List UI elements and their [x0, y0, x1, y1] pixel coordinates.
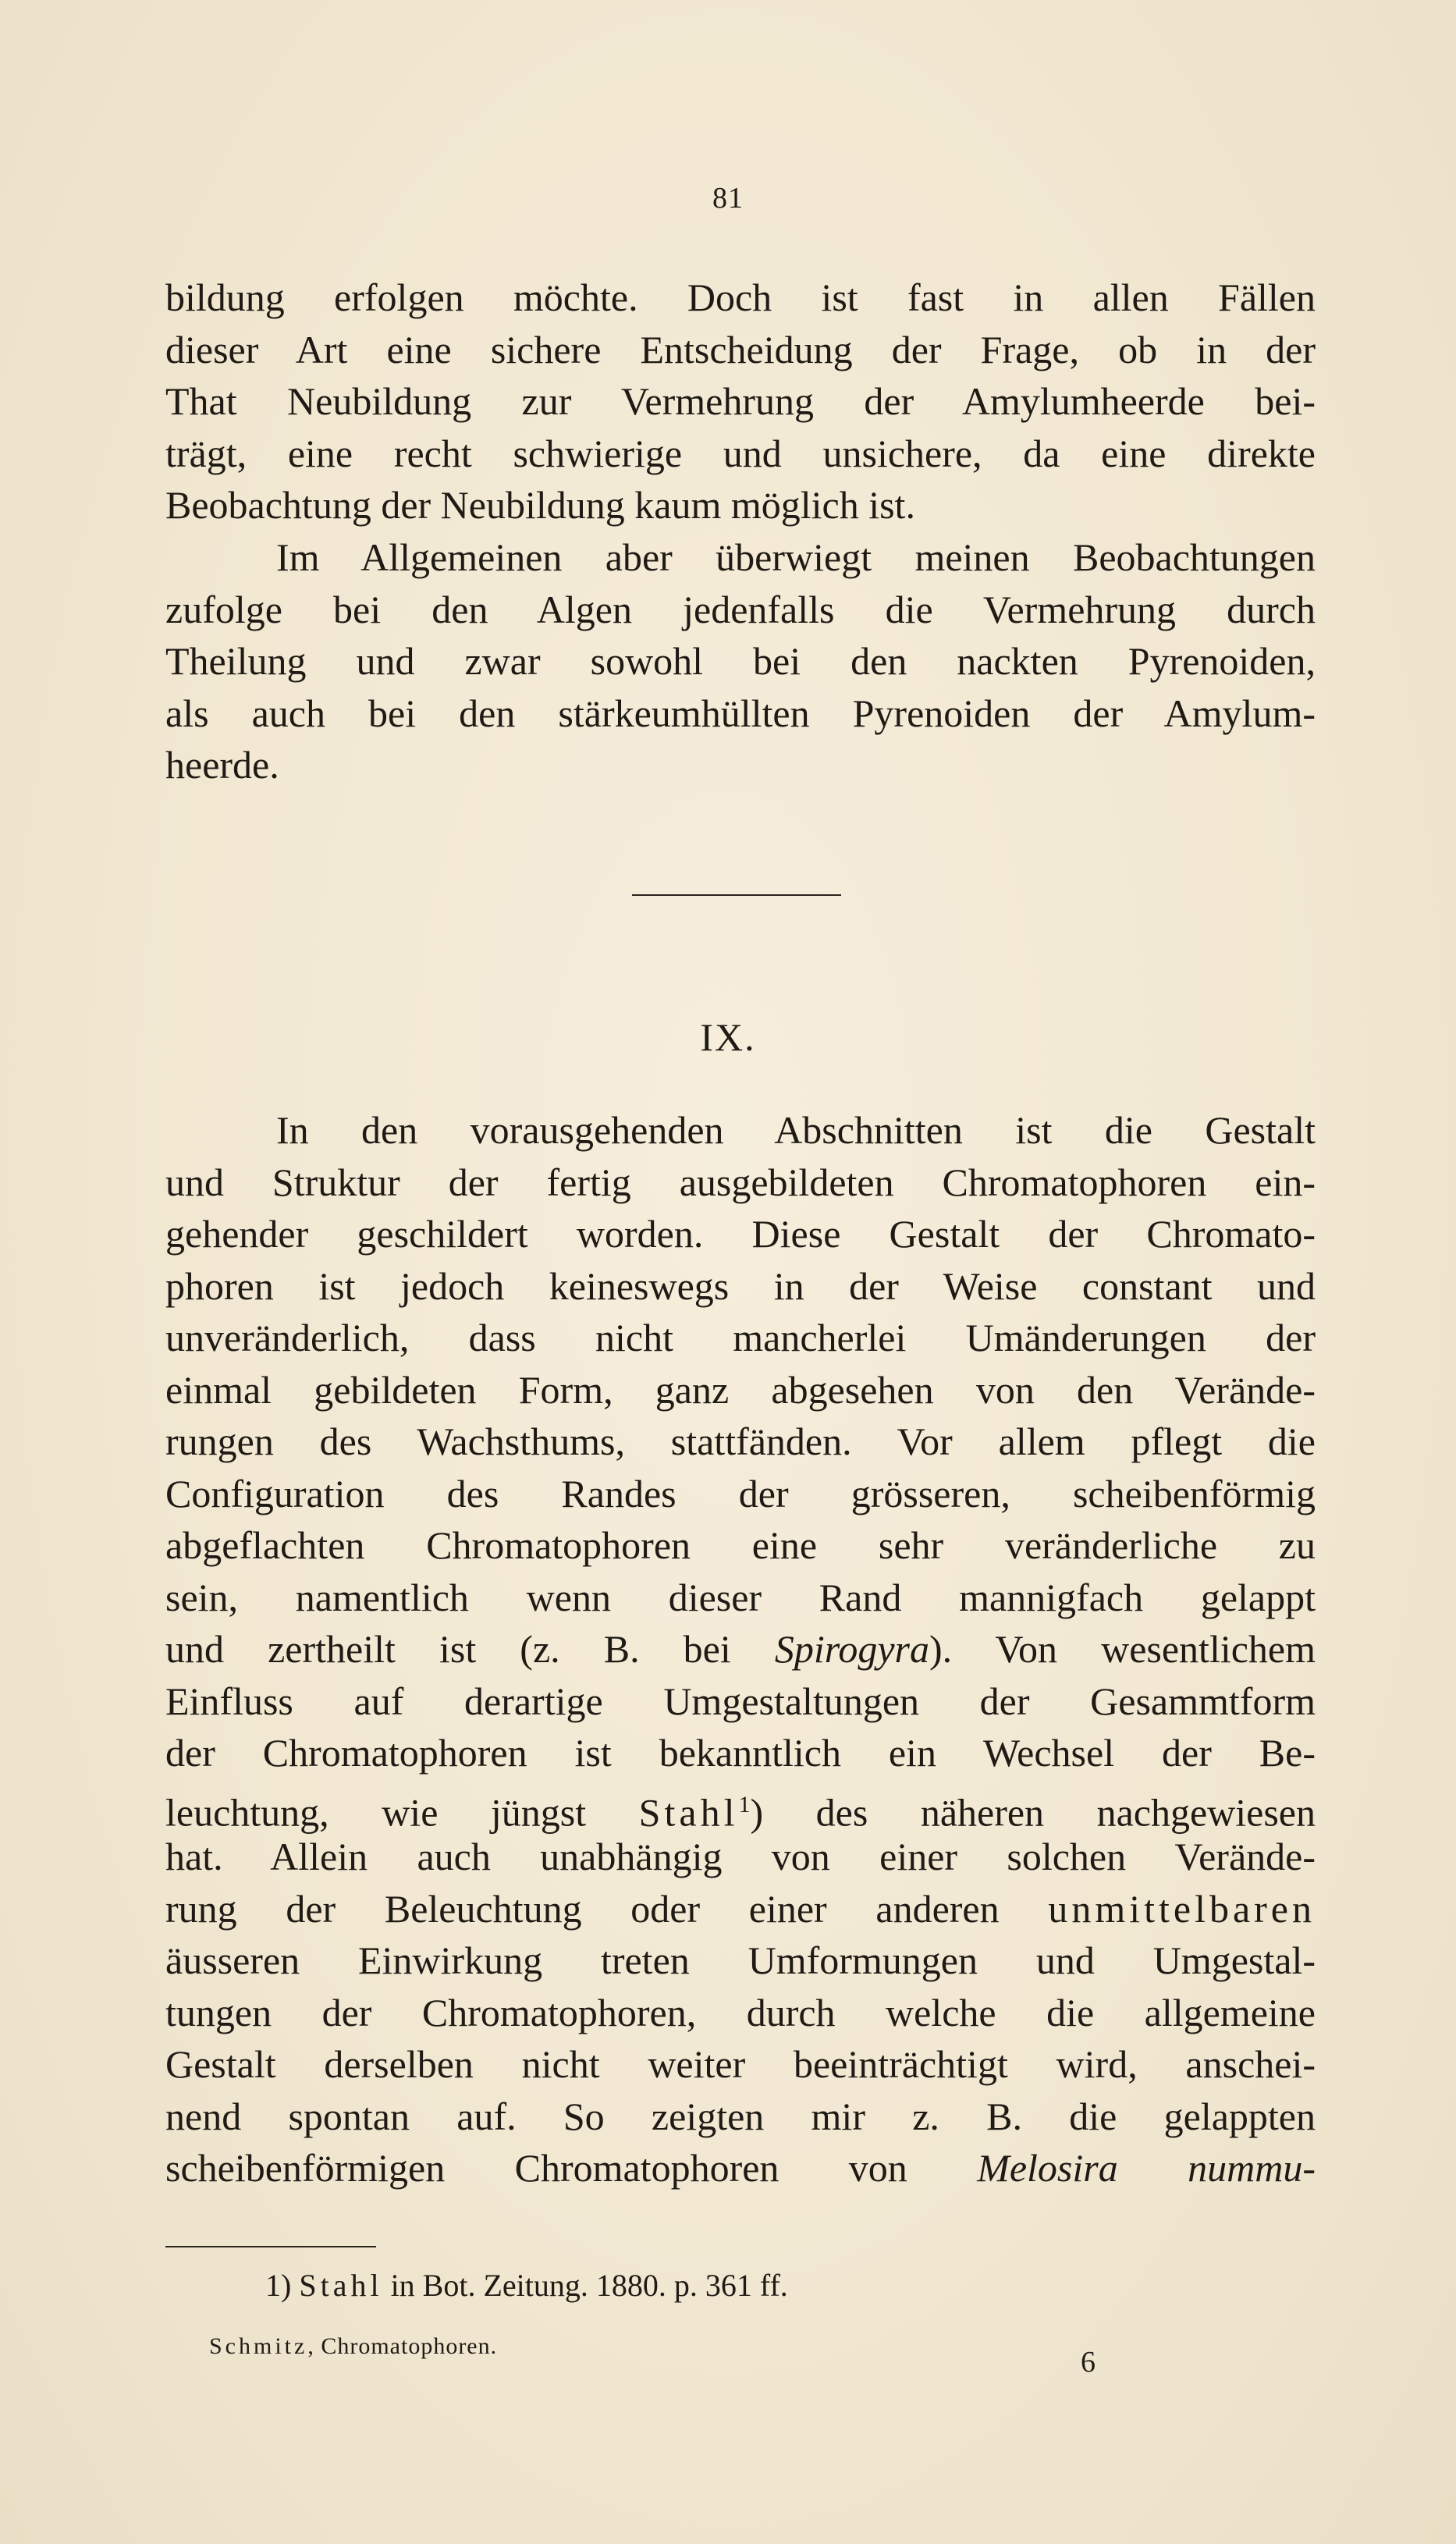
text-line: Theilung und zwar sowohl bei den nackten Pyrenoiden, — [165, 639, 1316, 683]
text-run: und zertheilt ist (z. B. bei — [165, 1627, 775, 1671]
text-line: äusseren Einwirkung treten Umformungen und Umgestal- — [165, 1938, 1316, 1982]
author-name: Stahl — [638, 1790, 739, 1835]
text-line: rungen des Wachsthums, stattfänden. Vor allem pflegt die — [165, 1419, 1316, 1463]
text-line: bildung erfolgen möchte. Doch ist fast in allen Fällen — [165, 275, 1316, 319]
text-line: dieser Art eine sichere Entscheidung der Frage, ob in der — [165, 327, 1316, 371]
text-run: leuchtung, wie jüngst — [165, 1790, 639, 1835]
footnote-author: Stahl — [299, 2268, 383, 2303]
text-line: einmal gebildeten Form, ganz abgesehen von den Verände- — [165, 1367, 1316, 1412]
text-line: und Struktur der fertig ausgebildeten Chromatophoren ein- — [165, 1160, 1316, 1204]
text-line: Im Allgemeinen aber überwiegt meinen Beobachtungen — [276, 535, 1316, 579]
section-heading: IX. — [700, 1015, 756, 1059]
text-line: trägt, eine recht schwierige und unsichere, da eine direkte — [165, 431, 1316, 475]
text-line — [165, 1779, 1316, 1835]
footnote-ref[interactable]: 1 — [738, 1791, 751, 1817]
text-line: unveränderlich, dass nicht mancherlei Umänderungen der — [165, 1316, 1316, 1359]
text-line: heerde. — [165, 743, 279, 787]
text-line: der Chromatophoren ist bekanntlich ein Wechsel der Be- — [165, 1731, 1316, 1775]
text-line: Einfluss auf derartige Umgestaltungen der Gesammtform — [165, 1679, 1316, 1723]
text-line: That Neubildung zur Vermehrung der Amylumheerde bei- — [165, 379, 1316, 423]
text-run: ). Von wesentlichem — [929, 1627, 1316, 1671]
text-line: zufolge bei den Algen jedenfalls die Vermehrung durch — [165, 587, 1316, 631]
printer-signature — [209, 2333, 497, 2360]
text-line: Beobachtung der Neubildung kaum möglich ist. — [165, 483, 915, 527]
text-line — [165, 2142, 1316, 2194]
text-line: nend spontan auf. So zeigten mir z. B. die gelappten — [165, 2094, 1316, 2138]
page-number: 81 — [712, 182, 744, 215]
paragraph-section-ix — [165, 1104, 1316, 2194]
emphasis-spaced: unmittelbaren — [1048, 1886, 1316, 1931]
footnote-marker: 1) — [265, 2268, 300, 2303]
text-line — [165, 1623, 1316, 1675]
text-line: abgeflachten Chromatophoren eine sehr veränderliche zu — [165, 1523, 1316, 1567]
text-line: als auch bei den stärkeumhüllten Pyrenoiden der Amylum- — [165, 691, 1316, 735]
signature-title: , Chromatophoren. — [307, 2333, 498, 2359]
text-line: Configuration des Randes der grösseren, scheibenförmig — [165, 1471, 1316, 1515]
sheet-number: 6 — [1081, 2346, 1096, 2379]
text-line — [165, 1883, 1316, 1935]
footnote-text: in Bot. Zeitung. 1880. p. 361 ff. — [382, 2268, 788, 2303]
paragraph-continued — [165, 272, 1316, 531]
text-line: In den vorausgehenden Abschnitten ist die Gestalt — [276, 1108, 1316, 1152]
taxon-name: Spirogyra — [774, 1627, 930, 1671]
text-line: gehender geschildert worden. Diese Gestalt der Chromato- — [165, 1212, 1316, 1256]
text-line: tungen der Chromatophoren, durch welche die allgemeine — [165, 1990, 1316, 2034]
text-line: hat. Allein auch unabhängig von einer solchen Verände- — [165, 1835, 1316, 1878]
section-divider — [632, 894, 841, 896]
text-line: phoren ist jedoch keineswegs in der Weise constant und — [165, 1263, 1316, 1308]
text-run: ) des näheren nachgewiesen — [750, 1790, 1316, 1835]
footnote — [265, 2267, 788, 2304]
paragraph-conclusion — [165, 531, 1316, 791]
text-run: scheibenförmigen Chromatophoren von — [165, 2146, 978, 2190]
footnote-divider — [165, 2246, 376, 2247]
text-line: Gestalt derselben nicht weiter beeinträchtigt wird, anschei- — [165, 2042, 1316, 2086]
text-run: rung der Beleuchtung oder einer anderen — [165, 1886, 1049, 1931]
taxon-name: Melosira nummu- — [977, 2146, 1316, 2190]
text-line: sein, namentlich wenn dieser Rand mannigfach gelappt — [165, 1575, 1316, 1619]
signature-author: Schmitz — [209, 2333, 308, 2359]
